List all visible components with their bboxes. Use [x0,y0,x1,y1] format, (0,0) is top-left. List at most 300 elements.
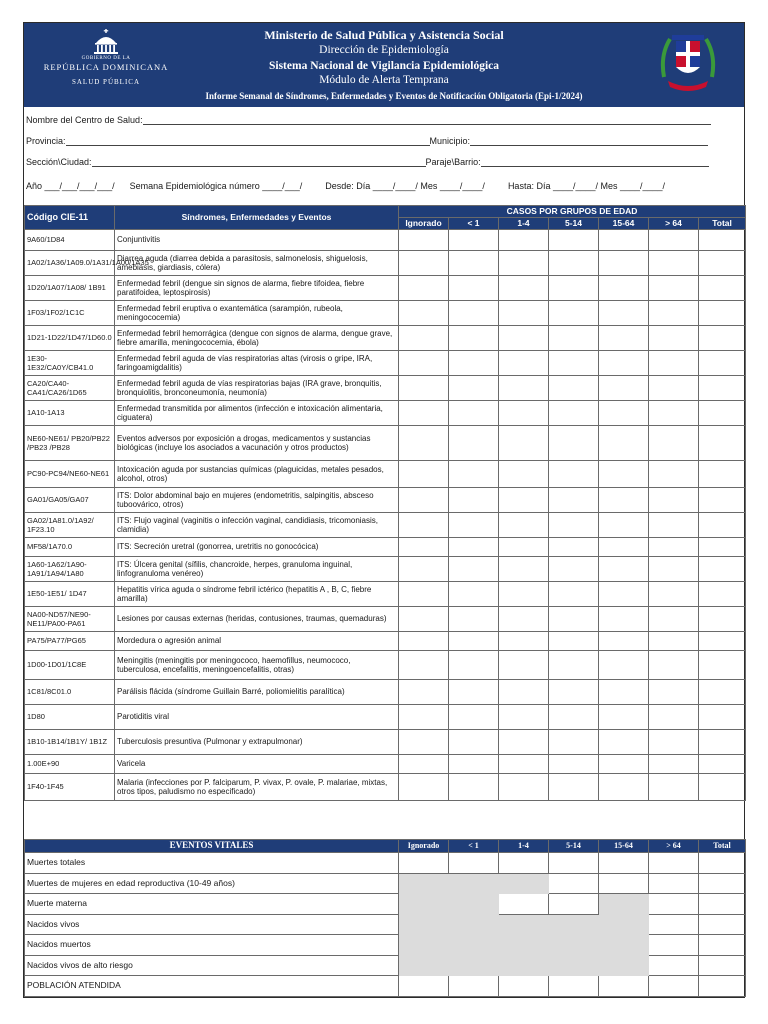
case-count-cell[interactable] [549,513,599,538]
shaded-cell [499,914,549,935]
case-count-cell[interactable] [499,513,549,538]
case-count-cell[interactable] [499,230,549,251]
disease-code: 1E30-1E32/CA0Y/CB41.0 [25,351,115,376]
case-count-cell[interactable] [649,461,699,488]
case-count-cell[interactable] [699,557,746,582]
header-banner [24,23,744,107]
case-count-cell[interactable] [549,230,599,251]
case-count-cell[interactable] [499,607,549,632]
shaded-cell [399,894,449,915]
case-count-cell[interactable] [599,632,649,651]
case-count-cell[interactable] [399,488,449,513]
case-count-cell[interactable] [649,755,699,774]
case-count-cell[interactable] [549,376,599,401]
shaded-cell [399,955,449,976]
logo-gobierno: GOBIERNO DE LA [81,56,131,61]
disease-description: Lesiones por causas externas (heridas, contusiones, traumas, quemaduras) [115,607,399,632]
vital-count-cell[interactable] [499,894,549,915]
case-count-cell[interactable] [499,461,549,488]
shaded-cell [599,935,649,956]
case-count-cell[interactable] [499,376,549,401]
paraje-label: Paraje\Barrio: [425,157,481,167]
vital-count-cell[interactable] [699,955,746,976]
provincia-label: Provincia: [26,136,66,146]
case-count-cell[interactable] [399,774,449,801]
vital-event-row [25,873,746,894]
vital-count-cell[interactable] [499,976,549,997]
centro-label: Nombre del Centro de Salud: [26,115,143,125]
shaded-cell [399,873,449,894]
case-count-cell[interactable] [499,705,549,730]
disease-row [25,251,746,276]
vital-count-cell[interactable] [699,976,746,997]
case-count-cell[interactable] [649,301,699,326]
disease-row [25,488,746,513]
disease-row [25,705,746,730]
vital-count-cell[interactable] [449,976,499,997]
case-count-cell[interactable] [599,705,649,730]
case-count-cell[interactable] [649,557,699,582]
case-count-cell[interactable] [549,607,599,632]
case-count-cell[interactable] [599,538,649,557]
disease-row [25,557,746,582]
case-count-cell[interactable] [499,680,549,705]
case-count-cell[interactable] [549,461,599,488]
vital-count-cell[interactable] [649,976,699,997]
vital-table-body [25,853,746,997]
case-count-cell[interactable] [499,582,549,607]
case-count-cell[interactable] [699,326,746,351]
vital-count-cell[interactable] [649,914,699,935]
case-count-cell[interactable] [549,774,599,801]
case-count-cell[interactable] [649,730,699,755]
case-count-cell[interactable] [599,401,649,426]
case-count-cell[interactable] [449,230,499,251]
disease-row [25,651,746,680]
case-count-cell[interactable] [449,582,499,607]
case-count-cell[interactable] [449,276,499,301]
col-sindromes-header: Síndromes, Enfermedades y Eventos [115,206,399,230]
case-count-cell[interactable] [599,426,649,461]
case-count-cell[interactable] [449,488,499,513]
case-count-cell[interactable] [499,426,549,461]
form-fields [24,107,744,209]
case-count-cell[interactable] [649,582,699,607]
vital-count-cell[interactable] [649,935,699,956]
case-count-cell[interactable] [599,513,649,538]
case-count-cell[interactable] [399,376,449,401]
shaded-cell [399,935,449,956]
vital-count-cell[interactable] [699,873,746,894]
vital-count-cell[interactable] [549,894,599,915]
fecha-row[interactable] [26,181,665,193]
case-count-cell[interactable] [699,582,746,607]
case-count-cell[interactable] [649,326,699,351]
case-count-cell[interactable] [599,488,649,513]
case-count-cell[interactable] [649,351,699,376]
vital-event-row [25,955,746,976]
case-count-cell[interactable] [449,426,499,461]
vital-count-cell[interactable] [599,853,649,874]
disease-row [25,582,746,607]
case-count-cell[interactable] [399,680,449,705]
disease-code: 1A60-1A62/1A90-1A91/1A94/1A80 [25,557,115,582]
disease-code: 1B10-1B14/1B1Y/ 1B1Z [25,730,115,755]
case-count-cell[interactable] [599,351,649,376]
vital-count-cell[interactable] [649,873,699,894]
case-count-cell[interactable] [399,730,449,755]
case-count-cell[interactable] [399,401,449,426]
case-count-cell[interactable] [649,251,699,276]
case-count-cell[interactable] [449,538,499,557]
seccion-row[interactable] [26,157,709,169]
case-count-cell[interactable] [499,774,549,801]
case-count-cell[interactable] [549,351,599,376]
disease-row [25,401,746,426]
vital-age-5-14-header: 5-14 [549,840,599,853]
case-count-cell[interactable] [649,680,699,705]
case-count-cell[interactable] [599,730,649,755]
shaded-cell [499,873,549,894]
case-count-cell[interactable] [549,705,599,730]
paraje-line[interactable] [481,158,709,167]
case-count-cell[interactable] [599,461,649,488]
direction-title: Dirección de Epidemiología [319,44,449,56]
disease-row [25,730,746,755]
vital-count-cell[interactable] [599,873,649,894]
centro-line[interactable] [143,116,711,125]
case-count-cell[interactable] [499,557,549,582]
case-count-cell[interactable] [699,401,746,426]
anio-field[interactable]: Año ___/___/___/___/ [26,181,115,191]
case-count-cell[interactable] [699,276,746,301]
module-title: Módulo de Alerta Temprana [319,74,449,86]
case-count-cell[interactable] [399,301,449,326]
disease-description: Eventos adversos por exposición a drogas, medicamentos y sustancias biológicas (incluye los asociados a vacunación y otros productos) [115,426,399,461]
vital-count-cell[interactable] [649,894,699,915]
vitales-header: EVENTOS VITALES [25,840,399,853]
disease-row [25,632,746,651]
disease-code: MF58/1A70.0 [25,538,115,557]
case-count-cell[interactable] [499,351,549,376]
case-count-cell[interactable] [549,730,599,755]
case-count-cell[interactable] [649,426,699,461]
case-count-cell[interactable] [449,401,499,426]
case-count-cell[interactable] [499,276,549,301]
case-count-cell[interactable] [649,513,699,538]
age-mayor64-header: > 64 [649,218,699,230]
case-count-cell[interactable] [549,651,599,680]
case-count-cell[interactable] [549,557,599,582]
case-count-cell[interactable] [449,755,499,774]
surveillance-table [24,205,746,801]
age-total-header: Total [699,218,746,230]
case-count-cell[interactable] [399,582,449,607]
case-count-cell[interactable] [649,376,699,401]
vital-count-cell[interactable] [549,853,599,874]
disease-code: 1A02/1A36/1A09.0/1A31/1A00/1A35 [25,251,115,276]
disease-row [25,376,746,401]
case-count-cell[interactable] [599,301,649,326]
case-count-cell[interactable] [549,251,599,276]
case-count-cell[interactable] [649,230,699,251]
case-count-cell[interactable] [499,632,549,651]
col-codigo-header: Código CIE-11 [25,206,115,230]
case-count-cell[interactable] [499,301,549,326]
disease-code: 1C81/8C01.0 [25,680,115,705]
disease-code: 1F03/1F02/1C1C [25,301,115,326]
disease-code: GA01/GA05/GA07 [25,488,115,513]
disease-code: 1D80 [25,705,115,730]
shaded-cell [449,935,499,956]
case-count-cell[interactable] [399,557,449,582]
disease-row [25,426,746,461]
disease-description: Tuberculosis presuntiva (Pulmonar y extrapulmonar) [115,730,399,755]
case-count-cell[interactable] [699,680,746,705]
disease-description: Parálisis flácida (síndrome Guillain Barré, poliomielitis paralítica) [115,680,399,705]
disease-table-body [25,230,746,801]
case-count-cell[interactable] [699,351,746,376]
case-count-cell[interactable] [399,651,449,680]
case-count-cell[interactable] [599,251,649,276]
case-count-cell[interactable] [699,488,746,513]
case-count-cell[interactable] [449,651,499,680]
case-count-cell[interactable] [399,251,449,276]
case-count-cell[interactable] [699,376,746,401]
municipio-line[interactable] [470,137,708,146]
case-count-cell[interactable] [599,607,649,632]
shaded-cell [499,955,549,976]
vital-count-cell[interactable] [699,914,746,935]
case-count-cell[interactable] [449,513,499,538]
case-count-cell[interactable] [449,301,499,326]
case-count-cell[interactable] [399,538,449,557]
shaded-cell [449,894,499,915]
case-count-cell[interactable] [399,607,449,632]
ministry-logo [36,29,176,86]
case-count-cell[interactable] [699,230,746,251]
case-count-cell[interactable] [699,632,746,651]
disease-code: 1.00E+90 [25,755,115,774]
case-count-cell[interactable] [449,461,499,488]
case-count-cell[interactable] [449,351,499,376]
case-count-cell[interactable] [449,376,499,401]
vital-count-cell[interactable] [599,976,649,997]
disease-description: Enfermedad febril (dengue sin signos de alarma, fiebre tifoidea, fiebre paratifoidea, leptospirosis) [115,276,399,301]
case-count-cell[interactable] [499,488,549,513]
case-count-cell[interactable] [649,538,699,557]
case-count-cell[interactable] [549,276,599,301]
vital-count-cell[interactable] [499,853,549,874]
case-count-cell[interactable] [599,230,649,251]
case-count-cell[interactable] [549,582,599,607]
case-count-cell[interactable] [699,426,746,461]
case-count-cell[interactable] [649,705,699,730]
vital-count-cell[interactable] [699,853,746,874]
ministry-title: Ministerio de Salud Pública y Asistencia Social [264,28,504,42]
case-count-cell[interactable] [599,680,649,705]
case-count-cell[interactable] [699,251,746,276]
case-count-cell[interactable] [549,426,599,461]
case-count-cell[interactable] [699,461,746,488]
case-count-cell[interactable] [549,488,599,513]
case-count-cell[interactable] [699,651,746,680]
provincia-row[interactable] [26,136,708,148]
age-ignorado-header: Ignorado [399,218,449,230]
vital-count-cell[interactable] [399,853,449,874]
disease-description: Intoxicación aguda por sustancias químicas (plaguicidas, metales pesados, alcohol, otros) [115,461,399,488]
case-count-cell[interactable] [699,513,746,538]
shaded-cell [449,955,499,976]
vital-age-mayor64-header: > 64 [649,840,699,853]
case-count-cell[interactable] [649,607,699,632]
disease-description: Hepatitis vírica aguda o síndrome febril ictérico (hepatitis A , B, C, fiebre amarilla) [115,582,399,607]
vital-event-label: POBLACIÓN ATENDIDA [25,976,399,997]
case-count-cell[interactable] [649,401,699,426]
ministry-building-icon [92,29,120,55]
case-count-cell[interactable] [699,755,746,774]
case-count-cell[interactable] [499,651,549,680]
case-count-cell[interactable] [399,276,449,301]
case-count-cell[interactable] [599,582,649,607]
case-count-cell[interactable] [649,774,699,801]
case-count-cell[interactable] [399,230,449,251]
case-count-cell[interactable] [599,755,649,774]
vital-count-cell[interactable] [399,976,449,997]
vital-count-cell[interactable] [699,894,746,915]
vital-event-label: Nacidos vivos [25,914,399,935]
case-count-cell[interactable] [399,351,449,376]
vital-event-label: Muerte materna [25,894,399,915]
case-count-cell[interactable] [449,607,499,632]
municipio-label: Municipio: [429,136,471,146]
vital-age-1-4-header: 1-4 [499,840,549,853]
case-count-cell[interactable] [549,755,599,774]
case-count-cell[interactable] [699,705,746,730]
centro-row[interactable] [26,115,711,127]
case-count-cell[interactable] [599,557,649,582]
disease-row [25,607,746,632]
case-count-cell[interactable] [399,632,449,651]
age-menor1-header: < 1 [449,218,499,230]
seccion-line[interactable] [92,158,426,167]
seccion-label: Sección\Ciudad: [26,157,92,167]
case-count-cell[interactable] [449,705,499,730]
disease-row [25,326,746,351]
case-count-cell[interactable] [699,301,746,326]
case-count-cell[interactable] [549,301,599,326]
case-count-cell[interactable] [699,538,746,557]
disease-row [25,538,746,557]
age-5-14-header: 5-14 [549,218,599,230]
case-count-cell[interactable] [549,632,599,651]
case-count-cell[interactable] [399,513,449,538]
case-count-cell[interactable] [549,680,599,705]
disease-row [25,513,746,538]
case-count-cell[interactable] [649,488,699,513]
provincia-line[interactable] [66,137,430,146]
case-count-cell[interactable] [449,632,499,651]
case-count-cell[interactable] [499,401,549,426]
case-count-cell[interactable] [399,426,449,461]
disease-description: Parotiditis viral [115,705,399,730]
case-count-cell[interactable] [599,376,649,401]
case-count-cell[interactable] [649,276,699,301]
disease-code: 1D20/1A07/1A08/ 1B91 [25,276,115,301]
disease-code: GA02/1A81.0/1A92/ 1F23.10 [25,513,115,538]
disease-description: Enfermedad febril hemorrágica (dengue con signos de alarma, dengue grave, fiebre amarilla, meningococemia, ébola) [115,326,399,351]
vital-count-cell[interactable] [549,976,599,997]
case-count-cell[interactable] [699,774,746,801]
case-count-cell[interactable] [549,538,599,557]
disease-description: Diarrea aguda (diarrea debida a parasitosis, salmonelosis, shiguelosis, amebiasis, giardiasis, cólera) [115,251,399,276]
case-count-cell[interactable] [399,755,449,774]
case-count-cell[interactable] [449,557,499,582]
case-count-cell[interactable] [399,461,449,488]
vital-age-menor1-header: < 1 [449,840,499,853]
disease-description: Meningitis (meningitis por meningococo, haemofillus, neumococo, tuberculosa, encefalitis, meningoencefalitis, otras) [115,651,399,680]
report-title: Informe Semanal de Síndromes, Enfermedades y Eventos de Notificación Obligatoria (Epi-1/2024) [205,91,583,101]
disease-description: Enfermedad febril aguda de vías respiratorias bajas (IRA grave, bronquitis, bronquiolitis, bronconeumonía, neumonía) [115,376,399,401]
case-count-cell[interactable] [599,326,649,351]
vital-event-label: Muertes de mujeres en edad reproductiva (10-49 años) [25,873,399,894]
case-count-cell[interactable] [499,326,549,351]
vital-count-cell[interactable] [649,853,699,874]
vital-event-row [25,894,746,915]
hasta-field[interactable]: Hasta: Día ____/____/ Mes ____/____/ [507,181,666,191]
case-count-cell[interactable] [399,326,449,351]
desde-field[interactable]: Desde: Día ____/____/ Mes ____/____/ [325,181,485,191]
case-count-cell[interactable] [649,651,699,680]
case-count-cell[interactable] [549,401,599,426]
case-count-cell[interactable] [499,755,549,774]
logo-salud: SALUD PÚBLICA [71,78,141,86]
vital-count-cell[interactable] [449,853,499,874]
case-count-cell[interactable] [449,680,499,705]
disease-description: Varicela [115,755,399,774]
semana-field[interactable]: Semana Epidemiológica número ____/___/ [129,181,303,191]
case-count-cell[interactable] [699,730,746,755]
shaded-cell [549,935,599,956]
case-count-cell[interactable] [699,607,746,632]
vital-count-cell[interactable] [699,935,746,956]
shaded-cell [549,955,599,976]
case-count-cell[interactable] [449,326,499,351]
case-count-cell[interactable] [449,774,499,801]
vital-event-label: Muertes totales [25,853,399,874]
vital-count-cell[interactable] [649,955,699,976]
disease-code: 1D00-1D01/1C8E [25,651,115,680]
case-count-cell[interactable] [599,651,649,680]
case-count-cell[interactable] [399,705,449,730]
case-count-cell[interactable] [499,251,549,276]
case-count-cell[interactable] [549,326,599,351]
case-count-cell[interactable] [499,538,549,557]
disease-description: ITS: Úlcera genital (sífilis, chancroide, herpes, granuloma inguinal, linfogranuloma venéreo) [115,557,399,582]
case-count-cell[interactable] [499,730,549,755]
shaded-cell [599,894,649,915]
case-count-cell[interactable] [599,276,649,301]
case-count-cell[interactable] [449,251,499,276]
vital-count-cell[interactable] [549,873,599,894]
case-count-cell[interactable] [599,774,649,801]
vital-events-table [24,839,746,997]
disease-description: Enfermedad febril aguda de vías respiratorias altas (virosis o gripe, IRA, faringoamigdalitis) [115,351,399,376]
disease-row [25,301,746,326]
case-count-cell[interactable] [449,730,499,755]
case-count-cell[interactable] [649,632,699,651]
disease-code: CA20/CA40-CA41/CA26/1D65 [25,376,115,401]
